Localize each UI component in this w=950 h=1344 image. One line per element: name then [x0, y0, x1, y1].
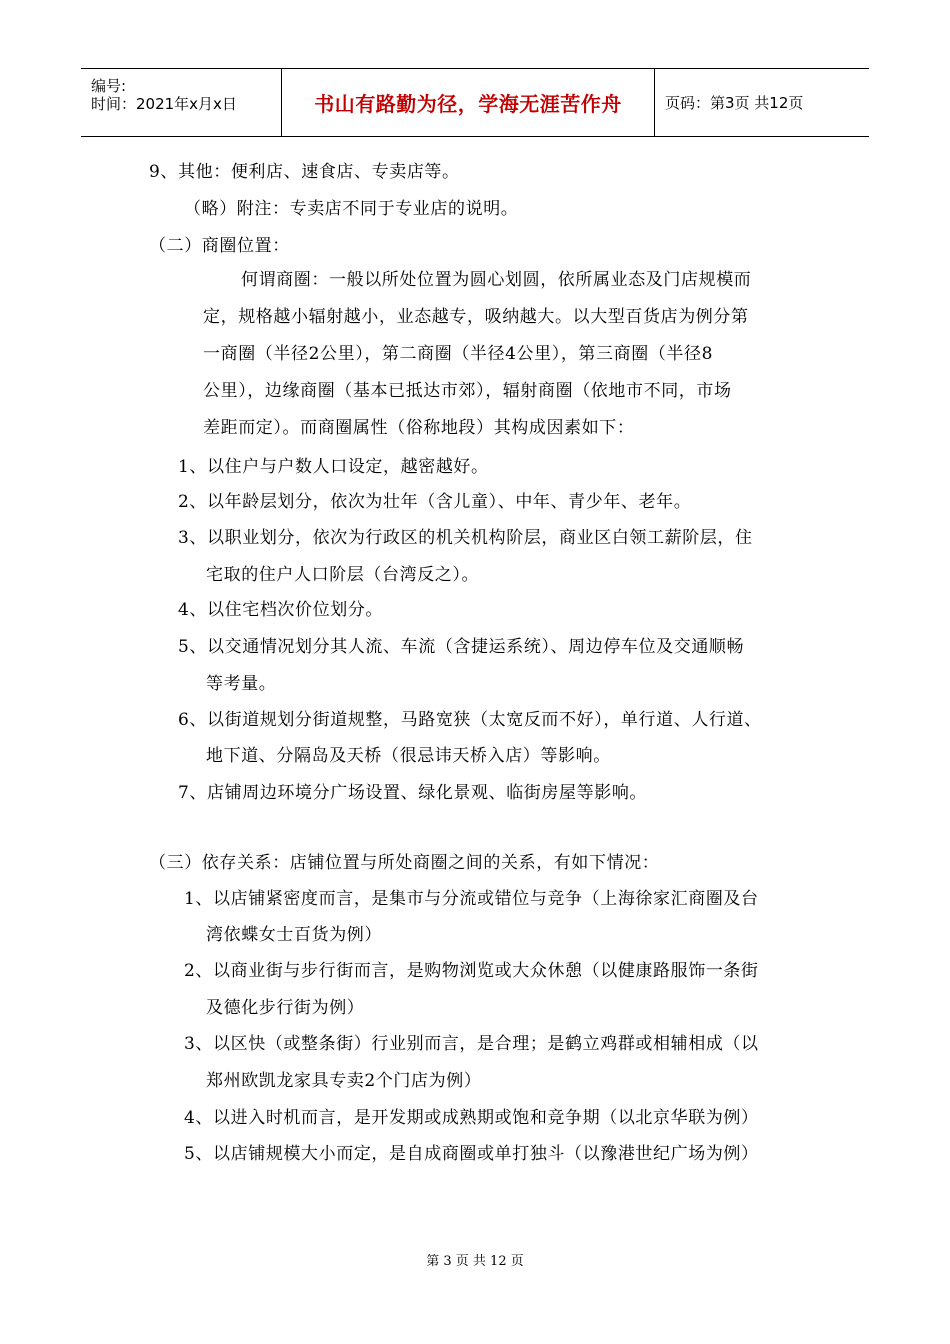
list-item: 1、以住户与户数人口设定，越密越好。 — [178, 457, 489, 477]
body-line: 定，规格越小辐射越小，业态越专，吸纳越大。以大型百货店为例分第 — [203, 307, 749, 327]
list-item-continuation: 等考量。 — [206, 674, 277, 694]
list-item-continuation: 湾依蝶女士百货为例） — [206, 925, 382, 945]
list-item: 3、以职业划分，依次为行政区的机关机构阶层，商业区白领工薪阶层，住 — [178, 528, 753, 548]
list-item: 5、以店铺规模大小而定，是自成商圈或单打独斗（以豫港世纪广场为例） — [184, 1144, 759, 1164]
body-line: 差距而定）。而商圈属性（俗称地段）其构成因素如下： — [203, 418, 635, 438]
list-item-continuation: 郑州欧凯龙家具专卖2个门店为例） — [206, 1071, 482, 1091]
motto-text: 书山有路勤为径，学海无涯苦作舟 — [314, 92, 622, 116]
body-line: 9、其他：便利店、速食店、专卖店等。 — [149, 162, 460, 182]
header-page-cell — [655, 69, 869, 136]
list-item-continuation: 宅取的住户人口阶层（台湾反之）。 — [206, 565, 480, 585]
list-item: 2、以商业街与步行街而言，是购物浏览或大众休憩（以健康路服饰一条街 — [184, 961, 759, 981]
list-item: 4、以住宅档次价位划分。 — [178, 600, 384, 620]
section-heading: （三）依存关系：店铺位置与所处商圈之间的关系，有如下情况： — [149, 853, 660, 873]
section-heading: （二）商圈位置： — [149, 236, 290, 256]
header-motto-cell — [282, 69, 655, 136]
body-line: 公里），边缘商圈（基本已抵达市郊），辐射商圈（依地市不同，市场 — [203, 381, 732, 401]
list-item-continuation: 地下道、分隔岛及天桥（很忌讳天桥入店）等影响。 — [206, 746, 611, 766]
page-footer: 第 3 页 共 12 页 — [426, 1254, 524, 1269]
document-header — [81, 68, 869, 137]
body-line: （略）附注：专卖店不同于专业店的说明。 — [184, 199, 519, 219]
list-item: 3、以区快（或整条街）行业别而言，是合理；是鹤立鸡群或相辅相成（以 — [184, 1034, 759, 1054]
list-item: 2、以年龄层划分，依次为壮年（含儿童）、中年、青少年、老年。 — [178, 492, 692, 512]
header-left-cell — [81, 69, 282, 136]
list-item: 4、以进入时机而言，是开发期或成熟期或饱和竞争期（以北京华联为例） — [184, 1108, 759, 1128]
date-label: 时间：2021年x月x日 — [91, 95, 237, 113]
page-label: 页码：第3页 共12页 — [665, 94, 804, 112]
list-item: 6、以街道规划分街道规整，马路宽狭（太宽反而不好），单行道、人行道、 — [178, 710, 762, 730]
body-line: 何谓商圈：一般以所处位置为圆心划圆，依所属业态及门店规模而 — [241, 270, 752, 290]
list-item-continuation: 及德化步行街为例） — [206, 998, 365, 1018]
body-line: 一商圈（半径2公里），第二商圈（半径4公里），第三商圈（半径8 — [203, 344, 714, 364]
number-label: 编号: — [91, 77, 127, 95]
list-item: 1、以店铺紧密度而言，是集市与分流或错位与竞争（上海徐家汇商圈及台 — [184, 889, 759, 909]
list-item: 5、以交通情况划分其人流、车流（含捷运系统）、周边停车位及交通顺畅 — [178, 637, 745, 657]
list-item: 7、店铺周边环境分广场设置、绿化景观、临街房屋等影响。 — [178, 783, 648, 803]
